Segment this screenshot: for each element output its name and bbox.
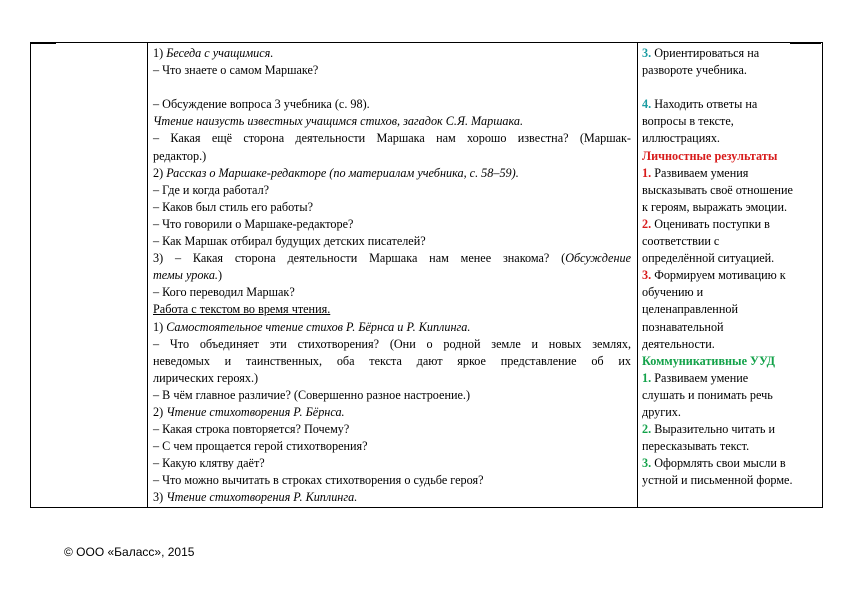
item-text: иллюстрациях. bbox=[642, 131, 720, 146]
item-number: 2) bbox=[153, 165, 167, 180]
item-text: Выразительно читать и bbox=[654, 422, 776, 437]
activity-line bbox=[153, 267, 631, 284]
activity-line bbox=[153, 182, 631, 199]
item-number: 1. bbox=[642, 165, 652, 180]
item-text: познавательной bbox=[642, 319, 724, 334]
activity-line bbox=[153, 130, 631, 147]
activity-line bbox=[153, 370, 631, 387]
item-text: к героям, выражать эмоции. bbox=[642, 199, 788, 214]
activity-line bbox=[153, 199, 631, 216]
line-text: – Обсуждение вопроса 3 учебника (с. 98). bbox=[153, 97, 370, 112]
activity-line bbox=[153, 45, 631, 62]
item-number: 2. bbox=[642, 422, 652, 437]
line-text: Рассказ о Маршаке-редакторе (по материалам учебника, с. 58–59). bbox=[166, 165, 519, 180]
item-text: устной и письменной форме. bbox=[642, 473, 793, 488]
activity-line bbox=[153, 455, 631, 472]
line-text: – Что говорили о Маршаке-редакторе? bbox=[153, 216, 354, 231]
activity-line bbox=[153, 319, 631, 336]
activity-line bbox=[153, 165, 631, 182]
activity-line bbox=[153, 489, 631, 506]
activity-line bbox=[153, 353, 631, 370]
item-text: других. bbox=[642, 404, 681, 419]
line-text: Работа с текстом во время чтения. bbox=[153, 302, 331, 317]
line-text: – Какая строка повторяется? Почему? bbox=[153, 422, 350, 437]
item-text: развороте учебника. bbox=[642, 63, 747, 78]
item-text: Формируем мотивацию к bbox=[654, 268, 786, 283]
line-text: 3) – Какая сторона деятельности Маршака нам менее знакома? ( bbox=[153, 251, 566, 266]
line-text: Беседа с учащимися. bbox=[166, 46, 274, 60]
line-text: – С чем прощается герой стихотворения? bbox=[153, 439, 368, 454]
item-text: высказывать своё отношение bbox=[642, 182, 793, 197]
item-number: 3. bbox=[642, 46, 652, 60]
item-text: Оценивать поступки в bbox=[654, 216, 770, 231]
item-number: 2. bbox=[642, 216, 652, 231]
line-text: – Какую клятву даёт? bbox=[153, 456, 265, 471]
activity-line bbox=[153, 250, 631, 267]
line-text-italic: Обсуждение bbox=[565, 251, 631, 266]
item-text: обучению и bbox=[642, 285, 704, 300]
activity-line bbox=[153, 96, 631, 113]
line-text: Чтение наизусть известных учащимся стихов, загадок С.Я. Маршака. bbox=[153, 114, 524, 129]
activity-line bbox=[153, 79, 631, 96]
item-text: Развиваем умения bbox=[654, 165, 749, 180]
item-text: деятельности. bbox=[642, 336, 715, 351]
activity-line bbox=[153, 233, 631, 250]
lesson-table bbox=[30, 42, 823, 508]
item-number: 1) bbox=[153, 46, 167, 60]
line-text-tail: ) bbox=[217, 268, 223, 283]
item-text: пересказывать текст. bbox=[642, 439, 750, 454]
personal-results-heading: Личностные результаты bbox=[642, 148, 778, 163]
line-text: Чтение стихотворения Р. Бёрнса. bbox=[166, 404, 345, 419]
line-text: Самостоятельное чтение стихов Р. Бёрнса и Р. Киплинга. bbox=[166, 319, 471, 334]
item-number: 4. bbox=[642, 97, 652, 112]
activity-line bbox=[153, 472, 631, 489]
line-text: лирических героях.) bbox=[153, 370, 259, 385]
item-text: целенаправленной bbox=[642, 302, 738, 317]
item-text: Находить ответы на bbox=[654, 97, 758, 112]
item-number: 2) bbox=[153, 404, 167, 419]
line-text: – Что можно вычитать в строках стихотворения о судьбе героя? bbox=[153, 473, 484, 488]
activity-line bbox=[153, 216, 631, 233]
activity-line bbox=[153, 301, 631, 318]
item-text: соответствии с bbox=[642, 234, 720, 249]
line-text: – Кого переводил Маршак? bbox=[153, 285, 295, 300]
activity-line bbox=[153, 404, 631, 421]
item-text: Оформлять свои мысли в bbox=[654, 456, 786, 471]
activity-line bbox=[153, 387, 631, 404]
item-number: 3. bbox=[642, 456, 652, 471]
communicative-heading: Коммуникативные УУД bbox=[642, 353, 776, 368]
activity-cell bbox=[148, 43, 638, 508]
line-text: темы урока. bbox=[153, 268, 218, 283]
line-text: – Что объединяет эти стихотворения? (Они о родной земле и новых землях, bbox=[153, 336, 631, 351]
item-text: Развиваем умение bbox=[654, 370, 749, 385]
results-cell bbox=[638, 43, 823, 508]
line-text: – Какая ещё сторона деятельности Маршака нам хорошо известна? (Маршак- bbox=[153, 131, 631, 146]
activity-line bbox=[153, 284, 631, 301]
activity-line bbox=[153, 421, 631, 438]
item-number: 1) bbox=[153, 319, 167, 334]
activity-text bbox=[148, 43, 637, 507]
activity-line bbox=[153, 438, 631, 455]
table-row bbox=[31, 43, 823, 508]
line-text: Чтение стихотворения Р. Киплинга. bbox=[166, 490, 358, 505]
item-text: Ориентироваться на bbox=[654, 46, 760, 60]
line-text: неведомых и таинственных, оба текста дают яркое представление об их bbox=[153, 353, 631, 368]
line-text: – Что знаете о самом Маршаке? bbox=[153, 63, 319, 78]
line-text: – В чём главное различие? (Совершенно разное настроение.) bbox=[153, 387, 471, 402]
item-number: 1. bbox=[642, 370, 652, 385]
copyright-footer: © ООО «Баласс», 2015 bbox=[64, 545, 195, 559]
item-text: вопросы в тексте, bbox=[642, 114, 734, 129]
line-text: – Где и когда работал? bbox=[153, 182, 270, 197]
activity-line bbox=[153, 336, 631, 353]
line-text: – Как Маршак отбирал будущих детских писателей? bbox=[153, 234, 426, 249]
stage-cell bbox=[31, 43, 148, 508]
item-number: 3. bbox=[642, 268, 652, 283]
activity-line bbox=[153, 148, 631, 165]
item-text: определённой ситуацией. bbox=[642, 251, 775, 266]
activity-line bbox=[153, 62, 631, 79]
results-text bbox=[638, 43, 822, 489]
line-text: – Каков был стиль его работы? bbox=[153, 199, 313, 214]
item-number: 3) bbox=[153, 490, 167, 505]
activity-line bbox=[153, 113, 631, 130]
item-text: слушать и понимать речь bbox=[642, 387, 773, 402]
line-text: редактор.) bbox=[153, 148, 207, 163]
